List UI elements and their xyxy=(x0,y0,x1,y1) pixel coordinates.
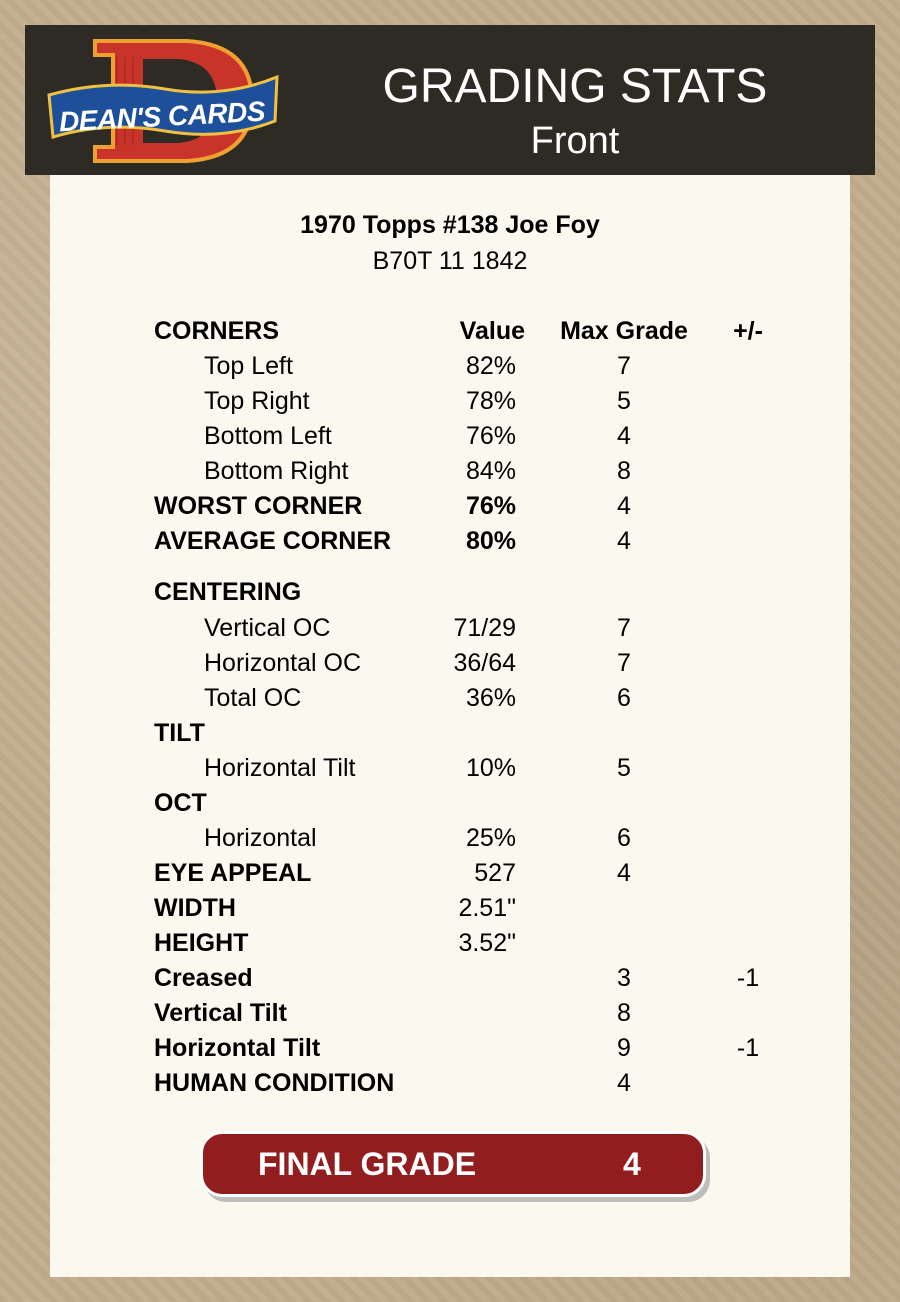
table-row xyxy=(50,612,850,644)
row-max-grade: 9 xyxy=(617,1034,631,1062)
row-value: 71/29 xyxy=(453,614,516,642)
row-plus-minus: -1 xyxy=(736,964,760,992)
row-max-grade: 6 xyxy=(617,824,631,852)
row-label: OCT xyxy=(154,789,207,817)
row-label: TILT xyxy=(154,719,205,747)
row-label: CORNERS xyxy=(154,317,280,345)
card-code: B70T 11 1842 xyxy=(372,247,528,275)
page-subtitle: Front xyxy=(530,120,620,162)
column-header-value: Value xyxy=(459,317,525,345)
table-row xyxy=(50,1032,850,1064)
row-max-grade: 5 xyxy=(617,387,631,415)
header-bar xyxy=(25,25,875,175)
table-row xyxy=(50,385,850,417)
row-label: Bottom Left xyxy=(204,422,332,450)
table-row xyxy=(50,927,850,959)
column-header-plus-minus: +/- xyxy=(733,317,763,345)
logo-text: DEAN'S CARDS xyxy=(58,95,266,138)
row-label: Top Right xyxy=(204,387,310,415)
final-grade-label: FINAL GRADE xyxy=(258,1146,477,1182)
row-max-grade: 4 xyxy=(617,1069,631,1097)
row-value: 527 xyxy=(474,859,516,887)
final-grade-value: 4 xyxy=(623,1146,641,1182)
table-row xyxy=(50,857,850,889)
final-grade-badge xyxy=(200,1131,706,1197)
table-row xyxy=(50,787,850,819)
table-row xyxy=(50,682,850,714)
row-max-grade: 5 xyxy=(617,754,631,782)
row-max-grade: 6 xyxy=(617,684,631,712)
column-header-max-grade: Max Grade xyxy=(560,317,688,345)
row-label: Vertical OC xyxy=(204,614,331,642)
table-row xyxy=(50,455,850,487)
table-row xyxy=(50,892,850,924)
row-label: Top Left xyxy=(204,352,293,380)
card-name: 1970 Topps #138 Joe Foy xyxy=(300,211,600,239)
row-value: 76% xyxy=(465,492,516,520)
row-max-grade: 7 xyxy=(617,614,631,642)
row-value: 10% xyxy=(465,754,516,782)
row-label: Horizontal Tilt xyxy=(154,1034,321,1062)
table-row xyxy=(50,350,850,382)
row-max-grade: 7 xyxy=(617,649,631,677)
row-max-grade: 7 xyxy=(617,352,631,380)
deans-cards-logo xyxy=(47,37,282,165)
row-value: 3.52" xyxy=(458,929,516,957)
table-row xyxy=(50,576,850,608)
table-row xyxy=(50,752,850,784)
row-max-grade: 8 xyxy=(617,999,631,1027)
table-row xyxy=(50,315,850,347)
row-value: 36/64 xyxy=(453,649,516,677)
page-title: GRADING STATS xyxy=(382,60,768,113)
table-row xyxy=(50,717,850,749)
stats-panel xyxy=(50,175,850,1277)
row-label: Horizontal OC xyxy=(204,649,361,677)
row-max-grade: 4 xyxy=(617,527,631,555)
row-label: EYE APPEAL xyxy=(154,859,312,887)
row-label: Bottom Right xyxy=(204,457,349,485)
row-label: HUMAN CONDITION xyxy=(154,1069,395,1097)
row-value: 80% xyxy=(465,527,516,555)
row-label: Horizontal Tilt xyxy=(204,754,356,782)
row-max-grade: 4 xyxy=(617,492,631,520)
table-row xyxy=(50,647,850,679)
row-label: AVERAGE CORNER xyxy=(154,527,392,555)
row-label: WIDTH xyxy=(154,894,236,922)
row-label: Horizontal xyxy=(204,824,317,852)
table-row xyxy=(50,525,850,557)
table-row xyxy=(50,490,850,522)
row-value: 84% xyxy=(465,457,516,485)
table-row xyxy=(50,1067,850,1099)
row-label: Total OC xyxy=(204,684,302,712)
row-label: WORST CORNER xyxy=(154,492,363,520)
row-plus-minus: -1 xyxy=(736,1034,760,1062)
row-value: 78% xyxy=(465,387,516,415)
row-label: HEIGHT xyxy=(154,929,249,957)
row-label: Creased xyxy=(154,964,253,992)
table-row xyxy=(50,822,850,854)
table-row xyxy=(50,997,850,1029)
row-max-grade: 4 xyxy=(617,422,631,450)
row-value: 36% xyxy=(465,684,516,712)
row-max-grade: 3 xyxy=(617,964,631,992)
row-value: 82% xyxy=(465,352,516,380)
row-value: 2.51" xyxy=(458,894,516,922)
row-label: Vertical Tilt xyxy=(154,999,287,1027)
row-max-grade: 4 xyxy=(617,859,631,887)
row-label: CENTERING xyxy=(154,578,302,606)
table-row xyxy=(50,420,850,452)
table-row xyxy=(50,962,850,994)
row-value: 76% xyxy=(465,422,516,450)
row-value: 25% xyxy=(465,824,516,852)
row-max-grade: 8 xyxy=(617,457,631,485)
